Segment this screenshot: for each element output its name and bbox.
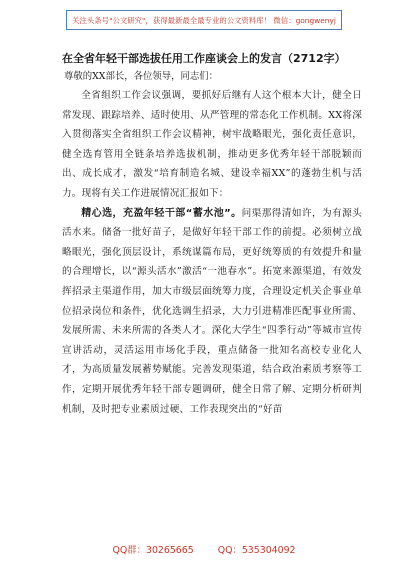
salutation: 尊敬的XX部长，各位领导，同志们： bbox=[64, 71, 218, 82]
document-body bbox=[62, 50, 362, 419]
header-notice-text: 关注头条号"公文研究"，获得最新最全最专业的公文资料库！ 微信：gongwenyj bbox=[72, 15, 336, 25]
footer-qq: QQ：535304092 bbox=[217, 545, 296, 556]
section-1-paragraph bbox=[62, 204, 362, 420]
footer-contacts bbox=[0, 542, 408, 558]
document-title: 在全省年轻干部选拔任用工作座谈会上的发言（2712字） bbox=[62, 52, 346, 65]
section-1-heading: 精心选，充盈年轻干部“蓄水池”。 bbox=[81, 207, 242, 219]
intro-paragraph: 全省组织工作会议强调，要抓好后继有人这个根本大计，健全日常发现、跟踪培养、适时使用、从严管理的常态化工作机制。XX将深入贯彻落实全省组织工作会议精神，树牢战略眼光，强化责任意识，健全选育管用全链条培养选拔机制，推动更多优秀年轻干部脱颖而出、成长成才，激发“培育制造名城、建设幸福XX”的蓬勃生机与活力。现将有关工作进展情况汇报如下： bbox=[62, 90, 362, 199]
header-notice-box bbox=[66, 10, 342, 30]
footer-qq-group: QQ群：30265665 bbox=[112, 545, 194, 556]
section-1-body: 问渠那得清如许，为有源头活水来。储备一批好苗子，是做好年轻干部工作的前提。必须树立战略眼光，强化顶层设计，系统谋篇布局，更好统筹质的有效提升和量的合理增长，以“源头活水”激活“一池春水”。拓宽来源渠道，有效发挥招录主渠道作用，加大市级层面统筹力度，合理设定机关企事业单位招录岗位和条件，优化选调生招录，大力引进精准匹配事业所需、发展所需、未来所需的各类人才。深化大学生“四季行动”等城市宣传宣讲活动，灵活运用市场化手段，重点储备一批知名高校专业化人才，为高质量发展蓄势赋能。完善发现渠道，结合政治素质考察等工作，定期开展优秀年轻干部专题调研，健全日常了解、定期分析研判机制，及时把专业素质过硬、工作表现突出的“好苗 bbox=[62, 207, 362, 415]
